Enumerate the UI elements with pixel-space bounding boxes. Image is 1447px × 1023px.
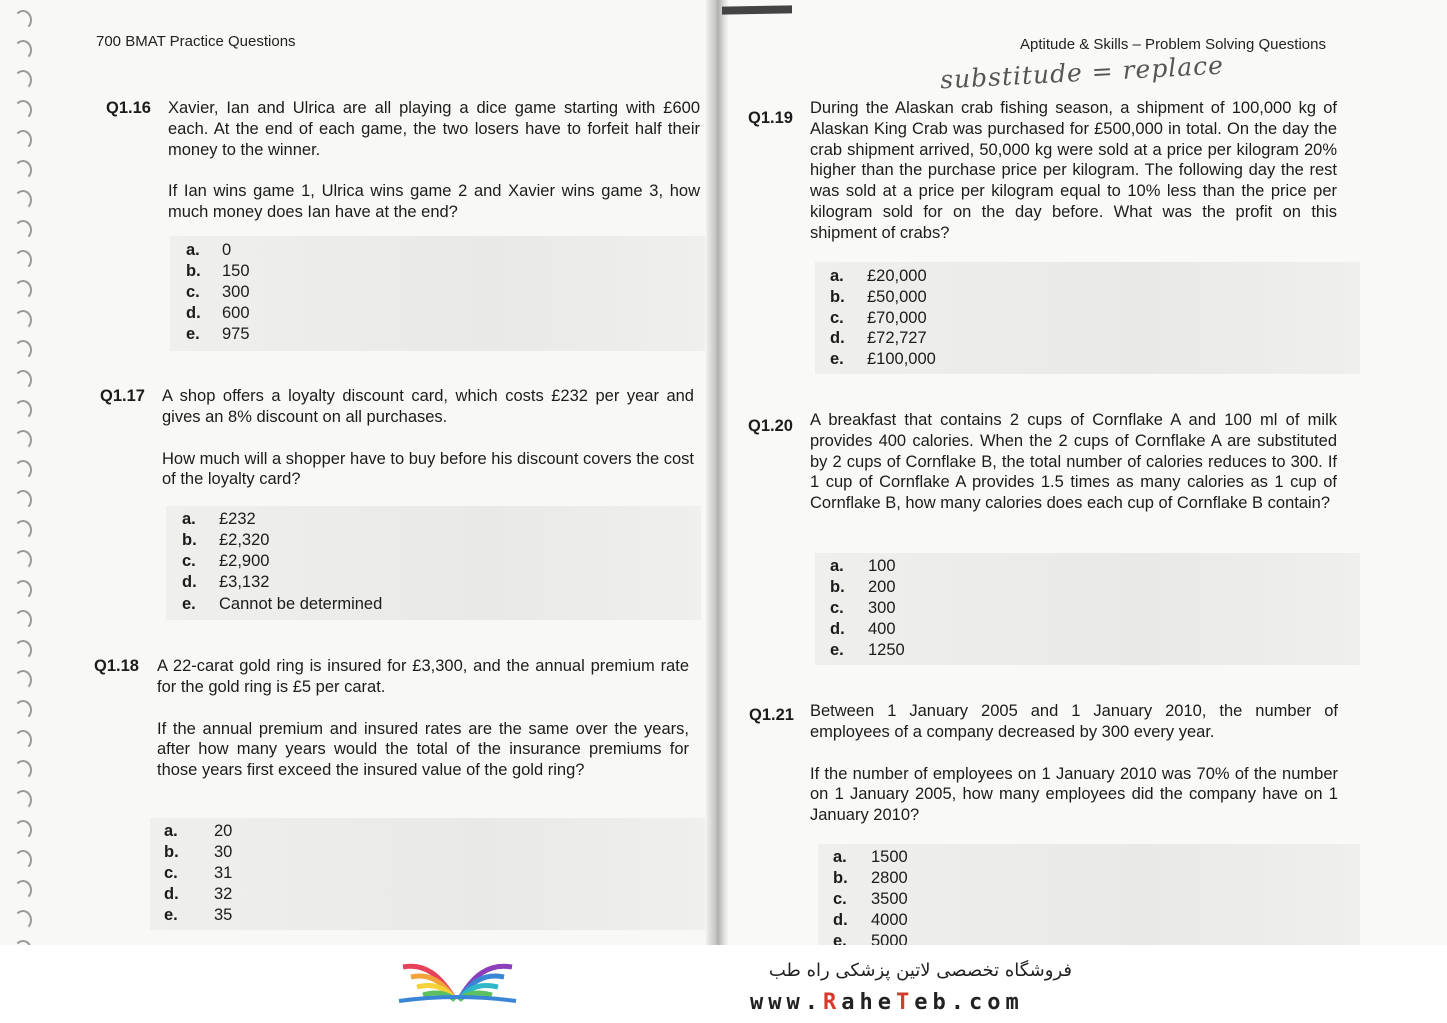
question-text — [157, 656, 689, 781]
question-number: Q1.20 — [748, 417, 793, 435]
footer-banner — [0, 945, 1447, 1023]
question-text — [168, 98, 700, 223]
question-paragraph: A shop offers a loyalty discount card, which costs £232 per year and gives an 8% discount on all purchases. — [162, 387, 694, 426]
spiral-binding — [6, 10, 36, 1000]
question-text — [810, 410, 1337, 514]
open-book-logo-icon — [395, 955, 520, 1007]
left-page-header: 700 BMAT Practice Questions — [96, 33, 296, 50]
question-paragraph: If the number of employees on 1 January 2010 was 70% of the number on 1 January 2005, how many employees did the company have on 1 January 2010? — [810, 764, 1338, 825]
question-number: Q1.17 — [100, 387, 145, 405]
question-paragraph: If the annual premium and insured rates are the same over the years, after how many years would the total of the insurance premiums for those years first exceed the insured value of the gold ring? — [157, 719, 689, 780]
website-link[interactable]: www.RaheTeb.com — [750, 990, 1024, 1015]
question-number: Q1.19 — [748, 109, 793, 127]
question-paragraph: A breakfast that contains 2 cups of Cornflake A and 100 ml of milk provides 400 calories. When the 2 cups of Cornflake A are substituted by 2 cups of Cornflake B, the total number of calories reduces to 300. If 1 cup of Cornflake A provides 1.5 times as many calories as 1 cup of Cornflake B, how many calories does each cup of Cornflake B contain? — [810, 411, 1337, 513]
question-text — [162, 386, 694, 490]
store-name: فروشگاه تخصصی لاتین پزشکی راه طب — [768, 960, 1072, 981]
handwritten-annotation: substitude = replace — [939, 50, 1225, 95]
book-gutter — [706, 0, 728, 945]
answer-options: a. 20 b. 30 c. 31 d. 32 e. 35 — [150, 818, 705, 930]
question-number: Q1.18 — [94, 657, 139, 675]
question-text — [810, 98, 1337, 244]
answer-options: a. £20,000 b. £50,000 c. £70,000 d. £72,727 e. £100,000 — [815, 262, 1360, 374]
question-paragraph: How much will a shopper have to buy before his discount covers the cost of the loyalty card? — [162, 449, 694, 489]
answer-options: a. 1500 b. 2800 c. 3500 d. 4000 e. 5000 — [818, 844, 1360, 945]
question-paragraph: If Ian wins game 1, Ulrica wins game 2 and Xavier wins game 3, how much money does Ian have at the end? — [168, 182, 700, 222]
question-paragraph: During the Alaskan crab fishing season, a shipment of 100,000 kg of Alaskan King Crab was purchased for £500,000 in total. On the day the crab shipment arrived, 50,000 kg were sold at a price per kilogram 20% higher than the purchase price per kilogram. The following day the rest was sold at a price per kilogram equal to 10% less than the price per kilogram sold for on the day before. What was the profit on this shipment of crabs? — [810, 99, 1337, 242]
question-paragraph: A 22-carat gold ring is insured for £3,300, and the annual premium rate for the gold ring is £5 per carat. — [157, 657, 689, 696]
answer-options: a. £232 b. £2,320 c. £2,900 d. £3,132 e. Cannot be determined — [166, 506, 701, 620]
answer-options: a. 0 b. 150 c. 300 d. 600 e. 975 — [170, 236, 705, 351]
question-number: Q1.21 — [749, 706, 794, 724]
question-paragraph: Xavier, Ian and Ulrica are all playing a dice game starting with £600 each. At the end of each game, the two losers have to forfeit half their money to the winner. — [168, 99, 700, 159]
question-text — [810, 701, 1338, 826]
question-number: Q1.16 — [106, 99, 151, 117]
right-page-header: Aptitude & Skills – Problem Solving Questions — [1020, 36, 1326, 53]
page-edge-mark — [722, 5, 792, 14]
answer-options: a. 100 b. 200 c. 300 d. 400 e. 1250 — [815, 553, 1360, 665]
question-paragraph: Between 1 January 2005 and 1 January 2010, the number of employees of a company decreased by 300 every year. — [810, 702, 1338, 741]
